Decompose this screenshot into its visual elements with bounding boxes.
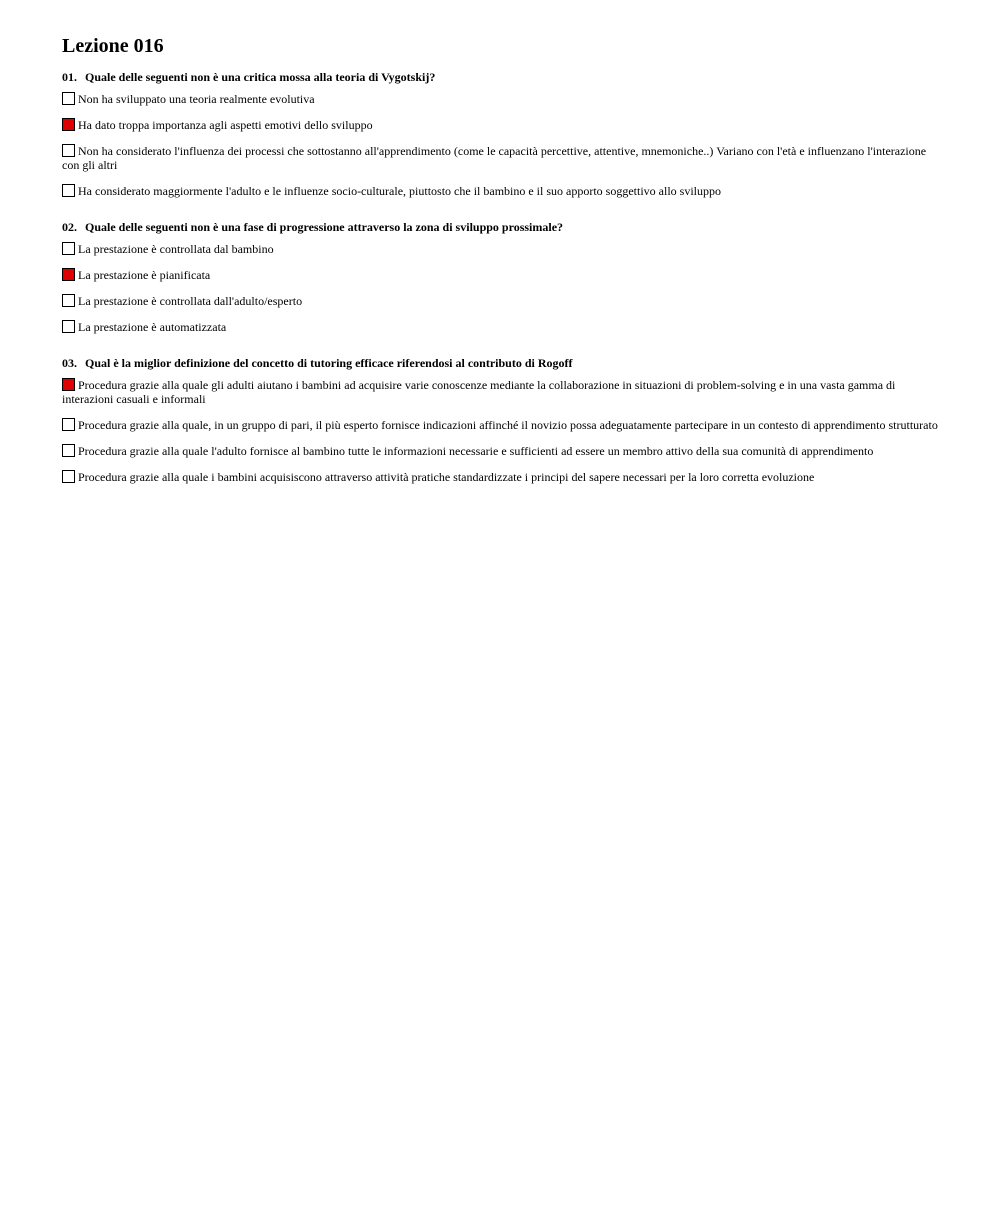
answer-option[interactable]	[62, 418, 938, 432]
checkbox[interactable]	[62, 470, 75, 483]
checkbox[interactable]	[62, 320, 75, 333]
answer-label: Procedura grazie alla quale gli adulti aiutano i bambini ad acquisire varie conoscenze mediante la collaborazione in situazioni di problem-solving e in una vasta gamma di interazioni casuali e informali	[62, 378, 896, 406]
answer-option[interactable]	[62, 92, 938, 106]
answer-option[interactable]	[62, 144, 938, 172]
checkbox[interactable]	[62, 418, 75, 431]
answer-option[interactable]	[62, 294, 938, 308]
question-1	[62, 70, 938, 198]
question-3	[62, 356, 938, 484]
question-label: Quale delle seguenti non è una critica mossa alla teoria di Vygotskij?	[85, 70, 436, 84]
answer-label: La prestazione è controllata dal bambino	[78, 242, 274, 256]
checkbox[interactable]	[62, 378, 75, 391]
question-number: 03.	[62, 356, 77, 370]
question-label: Qual è la miglior definizione del concetto di tutoring efficace riferendosi al contributo di Rogoff	[85, 356, 573, 370]
answer-label: Non ha considerato l'influenza dei processi che sottostanno all'apprendimento (come le capacità percettive, attentive, mnemoniche..) Variano con l'età e influenzano l'interazione con gli altri	[62, 144, 927, 172]
question-number: 01.	[62, 70, 77, 84]
answer-label: Non ha sviluppato una teoria realmente evolutiva	[78, 92, 315, 106]
answer-option[interactable]	[62, 184, 938, 198]
checkbox[interactable]	[62, 92, 75, 105]
checkbox[interactable]	[62, 294, 75, 307]
answer-option[interactable]	[62, 378, 938, 406]
checkbox[interactable]	[62, 242, 75, 255]
checkbox[interactable]	[62, 444, 75, 457]
answer-option[interactable]	[62, 444, 938, 458]
answer-option[interactable]	[62, 470, 938, 484]
answer-label: La prestazione è pianificata	[78, 268, 211, 282]
answer-label: Procedura grazie alla quale i bambini acquisiscono attraverso attività pratiche standardizzate i principi del sapere necessari per la loro corretta evoluzione	[78, 470, 815, 484]
answer-label: Procedura grazie alla quale l'adulto fornisce al bambino tutte le informazioni necessarie e sufficienti ad essere un membro attivo della sua comunità di apprendimento	[78, 444, 874, 458]
checkbox[interactable]	[62, 144, 75, 157]
answer-label: La prestazione è automatizzata	[78, 320, 227, 334]
checkbox[interactable]	[62, 184, 75, 197]
answer-label: Ha considerato maggiormente l'adulto e le influenze socio-culturale, piuttosto che il bambino e il suo apporto soggettivo allo sviluppo	[78, 184, 722, 198]
answer-option[interactable]	[62, 320, 938, 334]
question-label: Quale delle seguenti non è una fase di progressione attraverso la zona di sviluppo prossimale?	[85, 220, 564, 234]
lesson-title: Lezione 016	[62, 35, 164, 57]
answer-label: Ha dato troppa importanza agli aspetti emotivi dello sviluppo	[78, 118, 373, 132]
answer-label: La prestazione è controllata dall'adulto/esperto	[78, 294, 303, 308]
question-2	[62, 220, 938, 334]
answer-option[interactable]	[62, 242, 938, 256]
checkbox[interactable]	[62, 118, 75, 131]
answer-option[interactable]	[62, 268, 938, 282]
checkbox[interactable]	[62, 268, 75, 281]
question-text	[62, 220, 938, 234]
quiz-page	[0, 0, 1000, 484]
question-text	[62, 70, 938, 84]
answer-option[interactable]	[62, 118, 938, 132]
answer-label: Procedura grazie alla quale, in un gruppo di pari, il più esperto fornisce indicazioni affinché il novizio possa adeguatamente partecipare in un contesto di apprendimento strutturato	[78, 418, 938, 432]
question-text	[62, 356, 938, 370]
question-number: 02.	[62, 220, 77, 234]
